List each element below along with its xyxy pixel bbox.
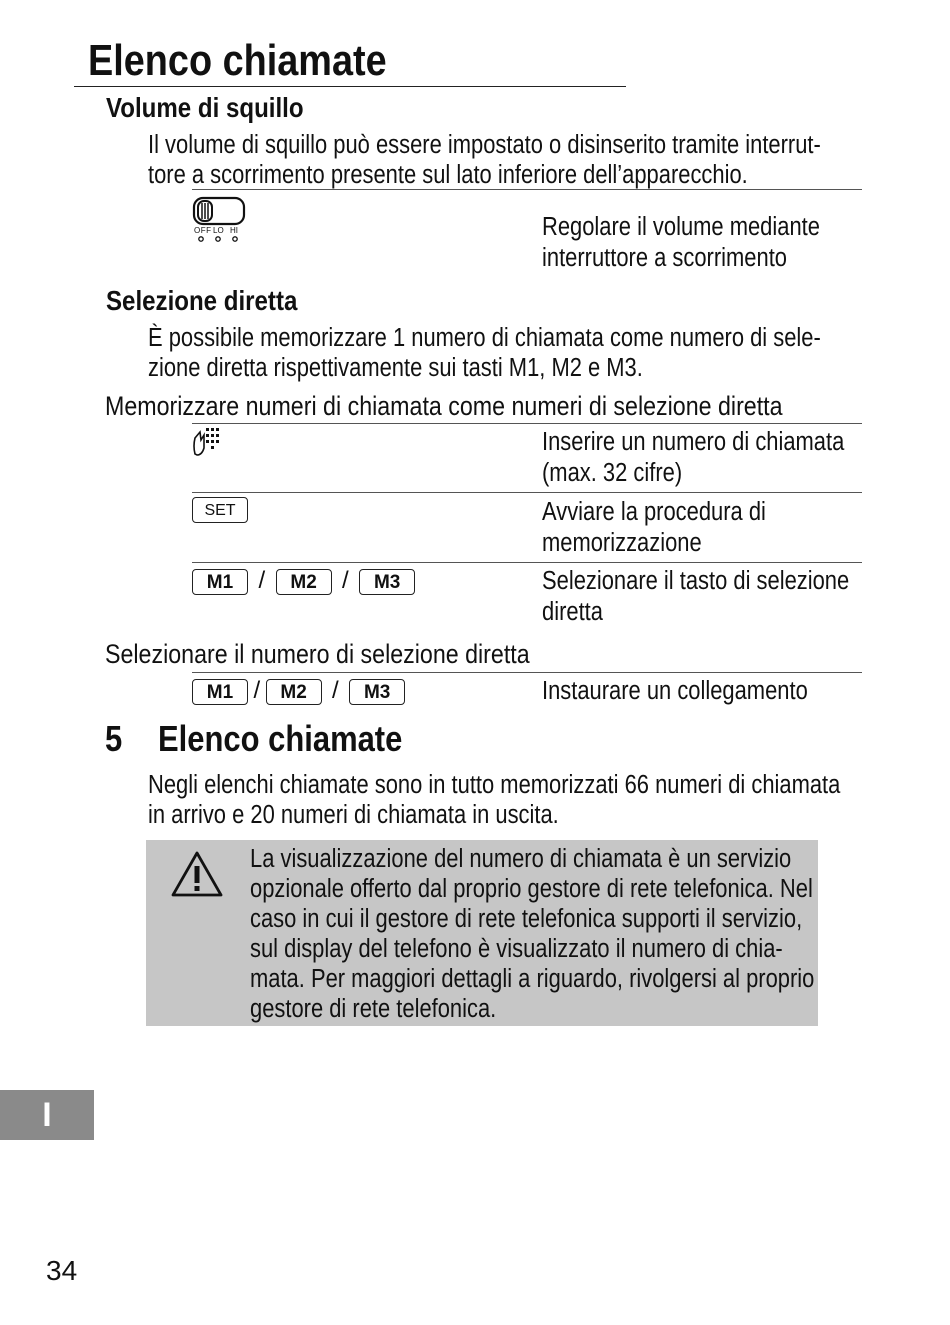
divider — [192, 492, 862, 493]
warning-line: sul display del telefono è visualizzato il numero di chia- — [250, 935, 783, 963]
m2-key: M2 — [276, 569, 332, 595]
switch-label-hi: HI — [230, 226, 238, 235]
step-text: interruttore a scorrimento — [542, 244, 787, 272]
title-divider — [74, 86, 626, 87]
warning-line: caso in cui il gestore di rete telefonica supporti il servizio, — [250, 905, 803, 933]
memory-keys-row — [192, 567, 415, 595]
language-tab: I — [0, 1090, 94, 1140]
divider — [192, 423, 862, 424]
step-text: Inserire un numero di chiamata — [542, 428, 845, 456]
direct-para-line: zione diretta rispettivamente sui tasti M1, M2 e M3. — [148, 354, 643, 382]
warning-icon — [170, 850, 224, 898]
m1-key: M1 — [192, 679, 248, 705]
section-title: Elenco chiamate — [158, 718, 403, 759]
divider — [192, 189, 862, 190]
direct-dial-heading: Selezione diretta — [106, 285, 298, 316]
m2-key: M2 — [266, 679, 322, 705]
switch-label-off: OFF — [194, 226, 212, 235]
step-text: diretta — [542, 598, 603, 626]
m3-key: M3 — [349, 679, 405, 705]
m1-key: M1 — [192, 569, 248, 595]
select-subheading: Selezionare il numero di selezione diretta — [105, 639, 530, 669]
page-number: 34 — [46, 1255, 78, 1286]
step-text: Selezionare il tasto di selezione — [542, 567, 850, 595]
memory-keys-row — [192, 677, 405, 705]
divider — [192, 672, 862, 673]
step-text: Instaurare un collegamento — [542, 677, 808, 705]
section-number: 5 — [105, 718, 123, 759]
warning-line: gestore di rete telefonica. — [250, 995, 497, 1023]
keypad-icon — [192, 426, 220, 458]
section-para-line: Negli elenchi chiamate sono in tutto memorizzati 66 numeri di chiamata — [148, 771, 841, 799]
warning-line: opzionale offerto dal proprio gestore di rete telefonica. Nel — [250, 875, 813, 903]
store-subheading: Memorizzare numeri di chiamata come numeri di selezione diretta — [105, 391, 783, 421]
m3-key: M3 — [359, 569, 415, 595]
separator: / — [342, 567, 349, 594]
set-key — [192, 497, 248, 523]
page-title: Elenco chiamate — [88, 36, 387, 85]
step-text: Regolare il volume mediante — [542, 213, 820, 241]
slide-switch-icon — [192, 196, 248, 244]
warning-line: mata. Per maggiori dettagli a riguardo, rivolgersi al proprio — [250, 965, 815, 993]
step-text: memorizzazione — [542, 529, 702, 557]
warning-line: La visualizzazione del numero di chiamata è un servizio — [250, 845, 792, 873]
switch-label-lo: LO — [213, 226, 224, 235]
section-para-line: in arrivo e 20 numeri di chiamata in uscita. — [148, 801, 559, 829]
step-text: (max. 32 cifre) — [542, 459, 683, 487]
volume-heading: Volume di squillo — [106, 92, 304, 123]
direct-para-line: È possibile memorizzare 1 numero di chiamata come numero di sele- — [148, 324, 821, 352]
divider — [192, 562, 862, 563]
step-text: Avviare la procedura di — [542, 498, 766, 526]
volume-para-line: Il volume di squillo può essere impostato o disinserito tramite interrut- — [148, 131, 821, 159]
separator: / — [258, 567, 266, 594]
set-key-label: SET — [192, 497, 248, 523]
separator: / — [332, 677, 339, 704]
separator: / — [253, 677, 261, 704]
volume-para-line: tore a scorrimento presente sul lato inferiore dell’apparecchio. — [148, 161, 748, 189]
